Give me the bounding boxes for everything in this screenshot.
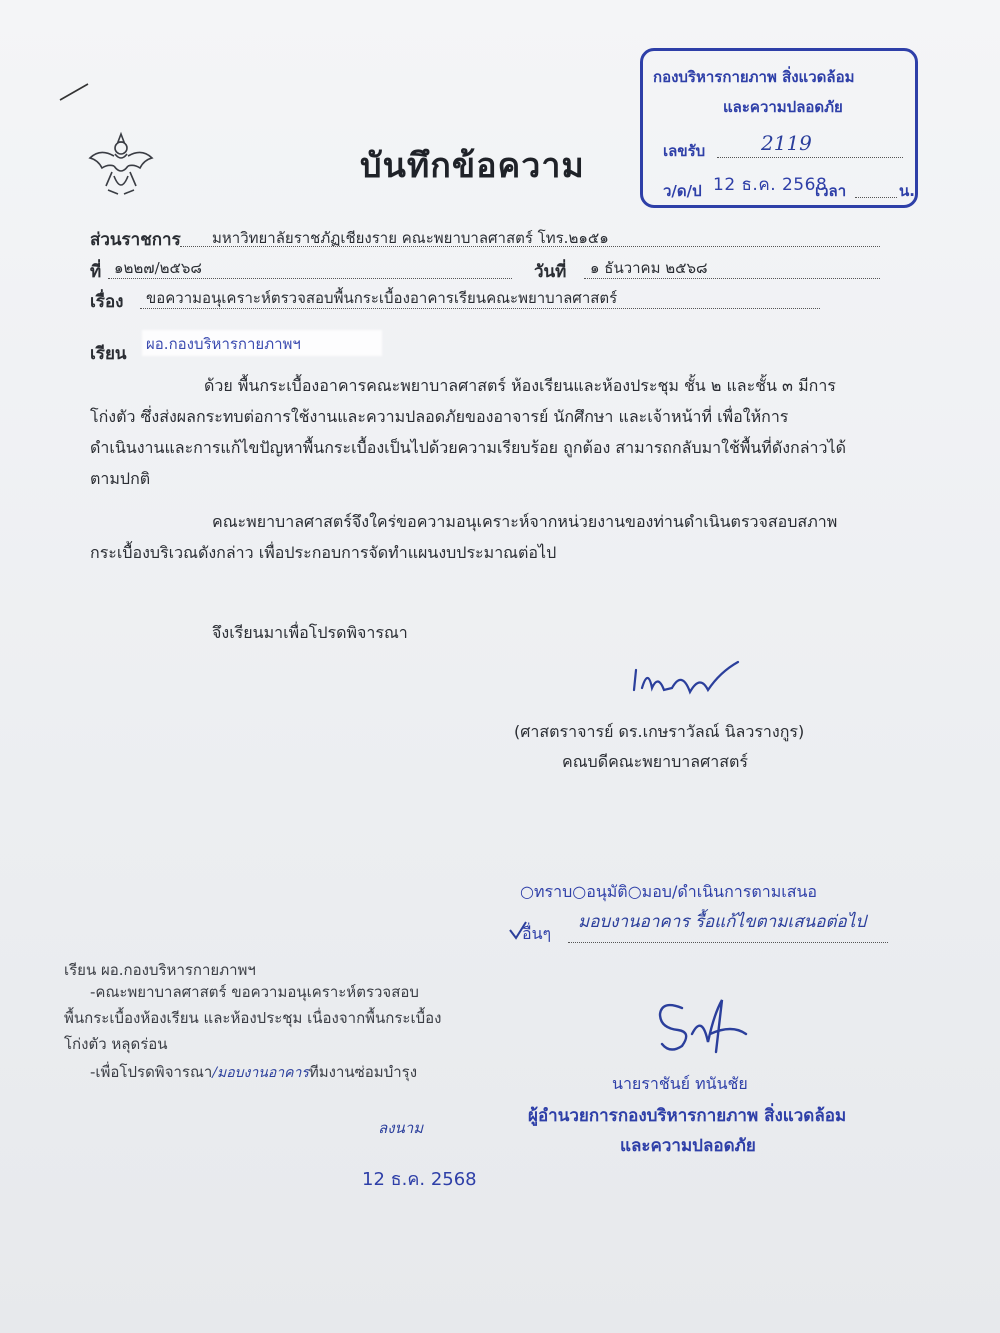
memo-line5-hand: /มอบงานอาคาร [212, 1065, 309, 1081]
stamp-time-label: เวลา [815, 182, 847, 200]
memo-line4: โก่งตัว หลุดร่อน [64, 1035, 168, 1053]
memo-line5-suffix: ทีมงานซ่อมบำรุง [308, 1063, 418, 1081]
para2-line1: คณะพยาบาลศาสตร์จึงใคร่ขอความอนุเคราะห์จากหน่วยงานของท่านดำเนินตรวจสอบสภาพ [212, 512, 838, 531]
memo-line1: เรียน ผอ.กองบริหารกายภาพฯ [64, 961, 256, 979]
pen-mark-icon [58, 80, 90, 104]
memo-date-stamp: 12 ธ.ค. 2568 [362, 1169, 477, 1190]
memo-initials: ลงนาม [378, 1119, 424, 1137]
other-value: มอบงานอาคาร รื้อแก้ไขตามเสนอต่อไป [578, 912, 867, 932]
subject-value: ขอความอนุเคราะห์ตรวจสอบพื้นกระเบื้องอาคารเรียนคณะพยาบาลศาสตร์ [146, 289, 618, 307]
stamp-org-line2: และความปลอดภัย [723, 98, 843, 116]
to-label: เรียน [90, 344, 127, 364]
stamp-time-line [855, 179, 897, 198]
no-label: ที่ [90, 262, 102, 282]
director-signature [652, 994, 752, 1058]
dean-position: คณบดีคณะพยาบาลศาสตร์ [562, 752, 748, 771]
subject-label: เรื่อง [90, 292, 124, 312]
date-label: วันที่ [534, 262, 567, 282]
para1-line3: ดำเนินงานและการแก้ไขปัญหาพื้นกระเบื้องเป็นไปด้วยความเรียบร้อย ถูกต้อง สามารถกลับมาใช้พื้นที่ดังกล่าวได้ [90, 438, 846, 457]
approval-options: ○ทราบ○อนุมัติ○มอบ/ดำเนินการตามเสนอ [520, 882, 818, 901]
director-title-line2: และความปลอดภัย [620, 1136, 756, 1156]
receipt-stamp [640, 48, 918, 208]
para1-line4: ตามปกติ [90, 469, 151, 488]
memo-line5 [90, 1060, 417, 1084]
closing-text: จึงเรียนมาเพื่อโปรดพิจารณา [212, 623, 408, 642]
page-title: บันทึกข้อความ [360, 146, 585, 186]
para1-line2: โก่งตัว ซึ่งส่งผลกระทบต่อการใช้งานและความปลอดภัยของอาจารย์ นักศึกษา และเจ้าหน้าที่ เพื่อให้การ [90, 407, 789, 426]
para2-line2: กระเบื้องบริเวณดังกล่าว เพื่อประกอบการจัดทำแผนงบประมาณต่อไป [90, 543, 557, 562]
dept-value: มหาวิทยาลัยราชภัฏเชียงราย คณะพยาบาลศาสตร์ โทร.๒๑๕๑ [212, 229, 609, 247]
director-title-line1: ผู้อำนวยการกองบริหารกายภาพ สิ่งแวดล้อม [528, 1106, 847, 1126]
stamp-date-value: 12 ธ.ค. 2568 [713, 175, 828, 195]
dean-signature [628, 660, 748, 710]
dept-label: ส่วนราชการ [90, 230, 181, 250]
stamp-org-line1: กองบริหารกายภาพ สิ่งแวดล้อม [653, 68, 855, 86]
other-label: อื่นๆ [522, 924, 552, 943]
date-value: ๑ ธันวาคม ๒๕๖๘ [590, 259, 708, 277]
no-value: ๑๒๒๗/๒๕๖๘ [114, 259, 202, 277]
memo-line2: -คณะพยาบาลศาสตร์ ขอความอนุเคราะห์ตรวจสอบ [90, 983, 419, 1001]
memo-line5-prefix: -เพื่อโปรดพิจารณา [90, 1063, 213, 1081]
director-name: นายราชันย์ ทนันชัย [612, 1074, 748, 1093]
garuda-emblem-icon [84, 128, 158, 200]
stamp-receive-label: เลขรับ [663, 142, 706, 160]
dean-name: (ศาสตราจารย์ ดร.เกษราวัลณ์ นิลวรางกูร) [514, 722, 805, 741]
to-value: ผอ.กองบริหารกายภาพฯ [146, 335, 301, 353]
stamp-receive-no: 2119 [761, 131, 812, 155]
para1-line1: ด้วย พื้นกระเบื้องอาคารคณะพยาบาลศาสตร์ ห้องเรียนและห้องประชุม ชั้น ๒ และชั้น ๓ มีการ [204, 376, 836, 395]
stamp-time-suffix: น. [899, 182, 915, 200]
stamp-date-label: ว/ด/ป [663, 182, 702, 200]
memo-line3: พื้นกระเบื้องห้องเรียน และห้องประชุม เนื่องจากพื้นกระเบื้อง [64, 1009, 442, 1027]
